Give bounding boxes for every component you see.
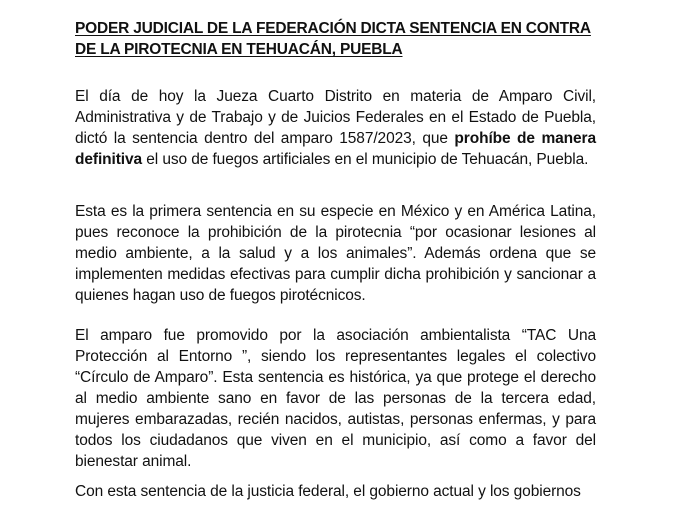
paragraph-ruling-text-before: El día de hoy la Jueza Cuarto Distrito en materia de Amparo Civil, Administrativa y de Trabajo y de Juicios Federales en el Estado de Puebla, dictó la sentencia dentro del amparo 1587/2023, que	[75, 88, 596, 147]
paragraph-ruling	[75, 86, 596, 170]
paragraph-ruling-text-after: el uso de fuegos artificiales en el municipio de Tehuacán, Puebla.	[142, 151, 589, 168]
paragraph-government-partial: Con esta sentencia de la justicia federal, el gobierno actual y los gobiernos	[75, 483, 581, 500]
paragraph-first-ruling-latin-america: Esta es la primera sentencia en su especie en México y en América Latina, pues reconoce la prohibición de la pirotecnia “por ocasionar lesiones al medio ambiente, a la salud y a los animales”. Además ordena que se implementen medidas efectivas para cumplir dicha prohibición y sancionar a quienes hagan uso de fuegos pirotécnicos.	[75, 203, 596, 304]
paragraph-ruling-bold-text: prohíbe de manera definitiva	[75, 130, 596, 168]
document-title: PODER JUDICIAL DE LA FEDERACIÓN DICTA SENTENCIA EN CONTRA DE LA PIROTECNIA EN TEHUACÁN, PUEBLA	[75, 20, 591, 58]
paragraph-amparo-promoted: El amparo fue promovido por la asociación ambientalista “TAC Una Protección al Entorno ”, siendo los representantes legales el colectivo “Círculo de Amparo”. Esta sentencia es histórica, ya que protege el derecho al medio ambiente sano en favor de las personas de la tercera edad, mujeres embarazadas, recién nacidos, autistas, personas enfermas, y para todos los ciudadanos que viven en el municipio, así como a favor del bienestar animal.	[75, 327, 596, 470]
